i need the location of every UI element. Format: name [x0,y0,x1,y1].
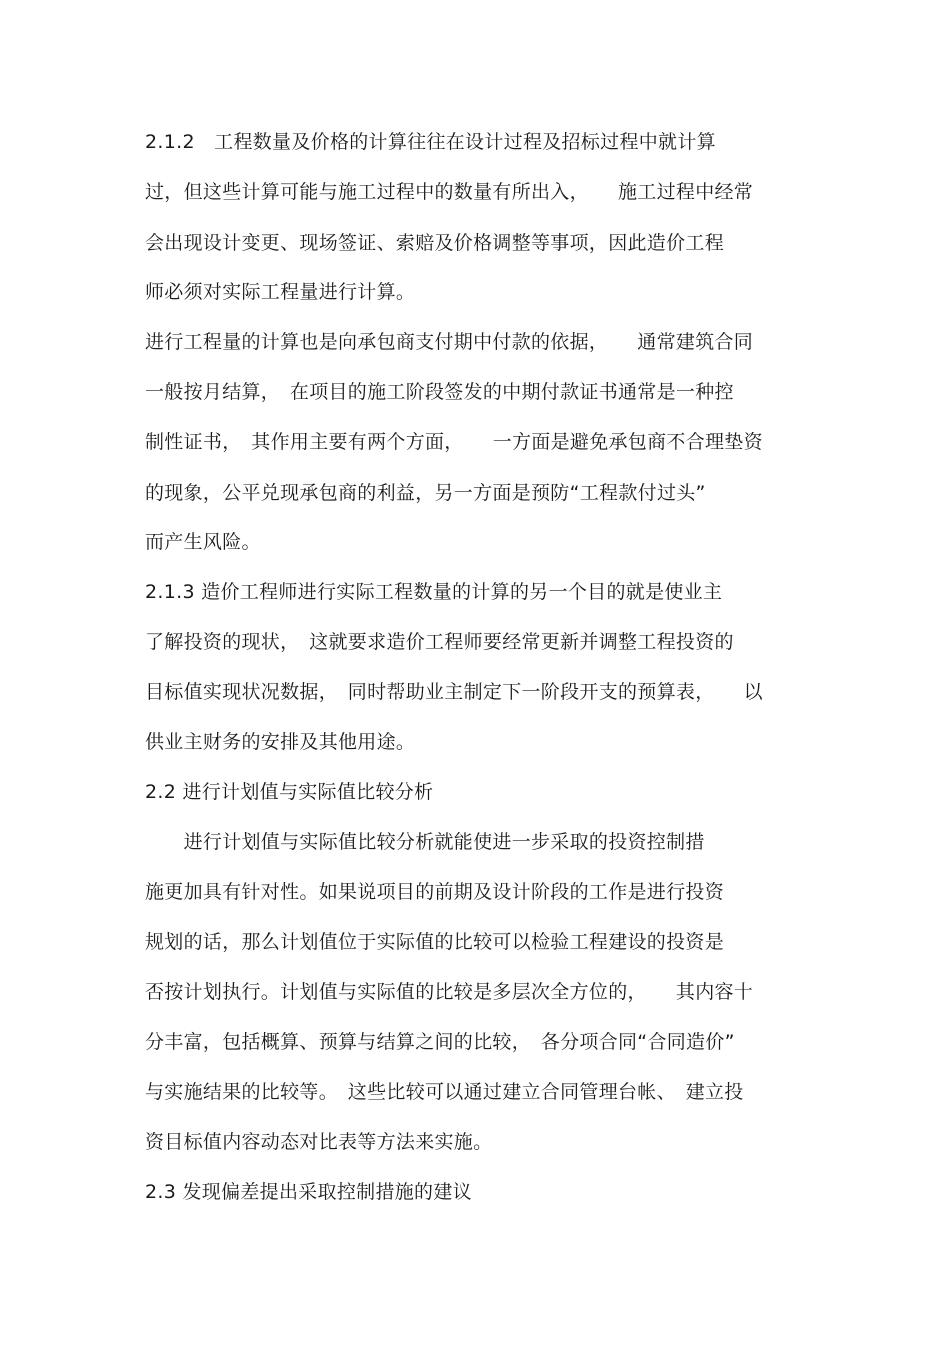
text-line: 2.1.2 工程数量及价格的计算往往在设计过程及招标过程中就计算 [145,131,716,153]
text-line: 进行计划值与实际值比较分析就能使进一步采取的投资控制措 [145,831,705,853]
text-line: 资目标值内容动态对比表等方法来实施。 [145,1131,493,1153]
text-line: 了解投资的现状， 这就要求造价工程师要经常更新并调整工程投资的 [145,631,734,653]
text-line: 否按计划执行。计划值与实际值的比较是多层次全方位的， 其内容十 [145,981,754,1003]
text-line: 一般按月结算， 在项目的施工阶段签发的中期付款证书通常是一种控 [145,381,734,403]
text-line: 过，但这些计算可能与施工过程中的数量有所出入， 施工过程中经常 [145,181,754,203]
section-heading: 2.1.3 造价工程师进行实际工程数量的计算的另一个目的就是使业主 [145,581,723,603]
text-line: 而产生风险。 [145,531,261,553]
text-line: 制性证书， 其作用主要有两个方面， 一方面是避免承包商不合理垫资 [145,431,763,453]
text-line: 供业主财务的安排及其他用途。 [145,731,416,753]
text-line: 师必须对实际工程量进行计算。 [145,281,416,303]
text-line: 进行工程量的计算也是向承包商支付期中付款的依据， 通常建筑合同 [145,331,754,353]
text-line: 与实施结果的比较等。 这些比较可以通过建立合同管理台帐、 建立投 [145,1081,744,1103]
text-line: 会出现设计变更、现场签证、索赔及价格调整等事项，因此造价工程 [145,232,725,254]
text-line: 施更加具有针对性。如果说项目的前期及设计阶段的工作是进行投资 [145,881,725,903]
section-heading: 2.3 发现偏差提出采取控制措施的建议 [145,1181,472,1203]
text-line: 分丰富，包括概算、预算与结算之间的比较， 各分项合同“合同造价” [145,1031,735,1053]
text-line: 规划的话，那么计划值位于实际值的比较可以检验工程建设的投资是 [145,931,725,953]
text-line: 的现象，公平兑现承包商的利益，另一方面是预防“工程款付过头” [145,482,706,504]
section-heading: 2.2 进行计划值与实际值比较分析 [145,781,434,803]
text-line: 目标值实现状况数据， 同时帮助业主制定下一阶段开支的预算表， 以 [145,681,763,703]
